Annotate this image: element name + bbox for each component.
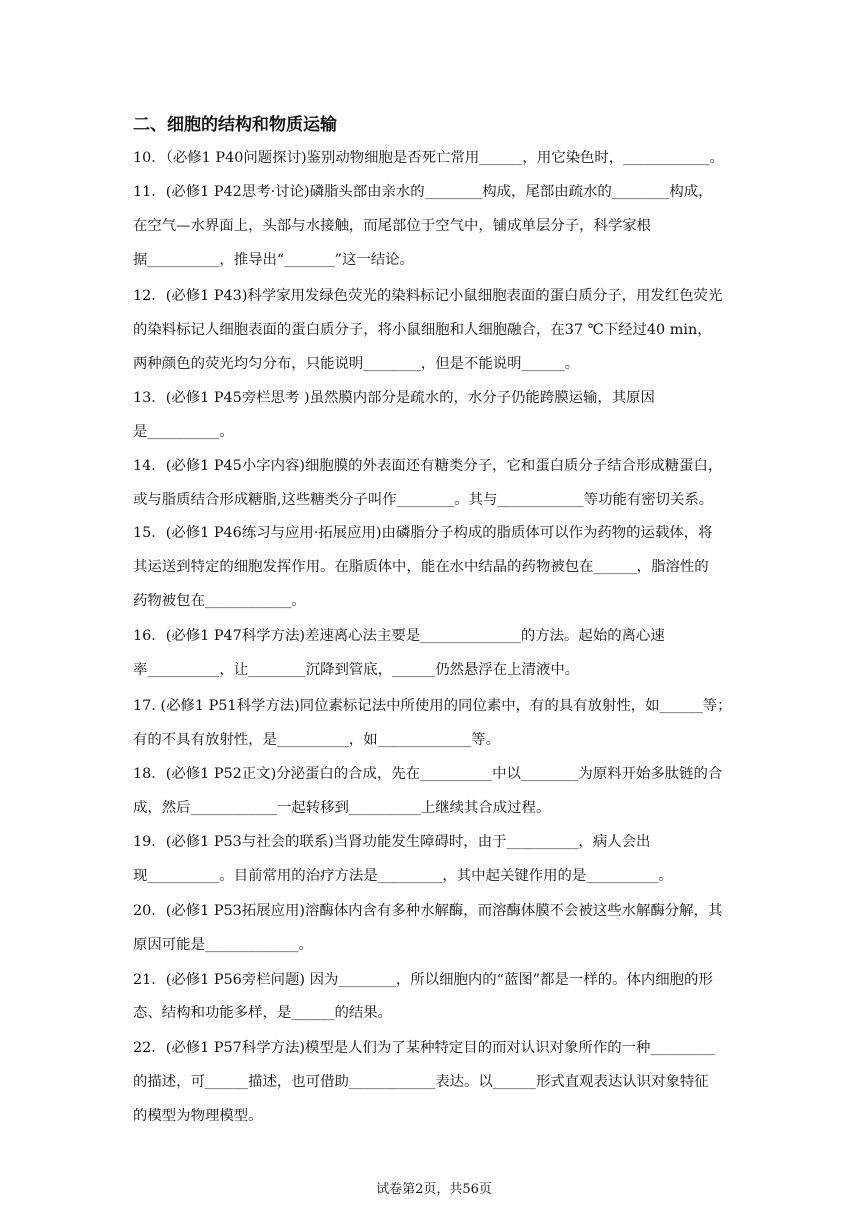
question-line: 态、结构和功能多样，是______的结果。 bbox=[133, 1005, 393, 1021]
question-line: 两种颜色的荧光均匀分布，只能说明________，但是不能说明______。 bbox=[133, 356, 580, 372]
question-line: 10．（必修1 P40问题探讨)鉴别动物细胞是否死亡常用______，用它染色时，____________。 bbox=[133, 150, 724, 166]
question-line: 据__________，推导出“_______”这一结论。 bbox=[133, 252, 414, 268]
question-line: 16．(必修1 P47科学方法)差速离心法主要是______________的方法。起始的离心速 bbox=[133, 628, 665, 644]
question-line: 是__________。 bbox=[133, 424, 234, 440]
question-line: 15．(必修1 P46练习与应用·拓展应用)由磷脂分子构成的脂质体可以作为药物的运载体，将 bbox=[133, 525, 713, 541]
question-line: 11．(必修1 P42思考·讨论)磷脂头部由亲水的________构成，尾部由疏水的________构成， bbox=[133, 184, 713, 200]
question-line: 成，然后____________一起转移到__________上继续其合成过程。 bbox=[133, 800, 551, 816]
question-line: 的染料标记人细胞表面的蛋白质分子，将小鼠细胞和人细胞融合，在37 ℃下经过40 min， bbox=[133, 322, 712, 338]
question-line: 12．(必修1 P43)科学家用发绿色荧光的染料标记小鼠细胞表面的蛋白质分子，用发红色荧光 bbox=[133, 288, 723, 304]
question-line: 药物被包在____________。 bbox=[133, 593, 306, 609]
page-footer: 试卷第2页，共56页 bbox=[376, 1182, 492, 1197]
question-line: 率__________，让________沉降到管底，______仍然悬浮在上清液中。 bbox=[133, 662, 580, 678]
question-line: 的模型为物理模型。 bbox=[133, 1108, 263, 1124]
question-line: 20．(必修1 P53拓展应用)溶酶体内含有多种水解酶，而溶酶体膜不会被这些水解酶分解，其 bbox=[133, 903, 723, 919]
question-line: 17. (必修1 P51科学方法)同位素标记法中所使用的同位素中，有的具有放射性，如______等； bbox=[133, 698, 732, 714]
question-line: 19．(必修1 P53与社会的联系)当肾功能发生障碍时，由于__________，病人会出 bbox=[133, 834, 651, 850]
question-line: 其运送到特定的细胞发挥作用。在脂质体中，能在水中结晶的药物被包在______，脂溶性的 bbox=[133, 559, 709, 575]
question-line: 现__________。目前常用的治疗方法是_________，其中起关键作用的是__________。 bbox=[133, 868, 673, 884]
question-line: 21．(必修1 P56旁栏问题) 因为________，所以细胞内的“蓝图”都是一样的。体内细胞的形 bbox=[133, 972, 713, 988]
section-title: 二、细胞的结构和物质运输 bbox=[133, 115, 337, 135]
question-line: 有的不具有放射性，是__________，如_____________等。 bbox=[133, 732, 500, 748]
question-line: 22．(必修1 P57科学方法)模型是人们为了某种特定目的而对认识对象所作的一种_________ bbox=[133, 1040, 716, 1056]
question-line: 18．(必修1 P52正文)分泌蛋白的合成，先在__________中以________为原料开始多肽链的合 bbox=[133, 766, 723, 782]
question-line: 13．(必修1 P45旁栏思考 )虽然膜内部分是疏水的，水分子仍能跨膜运输，其原因 bbox=[133, 390, 655, 406]
question-line: 在空气—水界面上，头部与水接触，而尾部位于空气中，铺成单层分子，科学家根 bbox=[133, 218, 652, 234]
question-line: 14．(必修1 P45小字内容)细胞膜的外表面还有糖类分子，它和蛋白质分子结合形成糖蛋白， bbox=[133, 458, 723, 474]
question-line: 或与脂质结合形成糖脂,这些糖类分子叫作________。其与____________等功能有密切关系。 bbox=[133, 492, 714, 508]
question-line: 原因可能是_____________。 bbox=[133, 937, 313, 953]
question-line: 的描述，可______描述，也可借助____________表达。以______形式直观表达认识对象特征 bbox=[133, 1074, 709, 1090]
